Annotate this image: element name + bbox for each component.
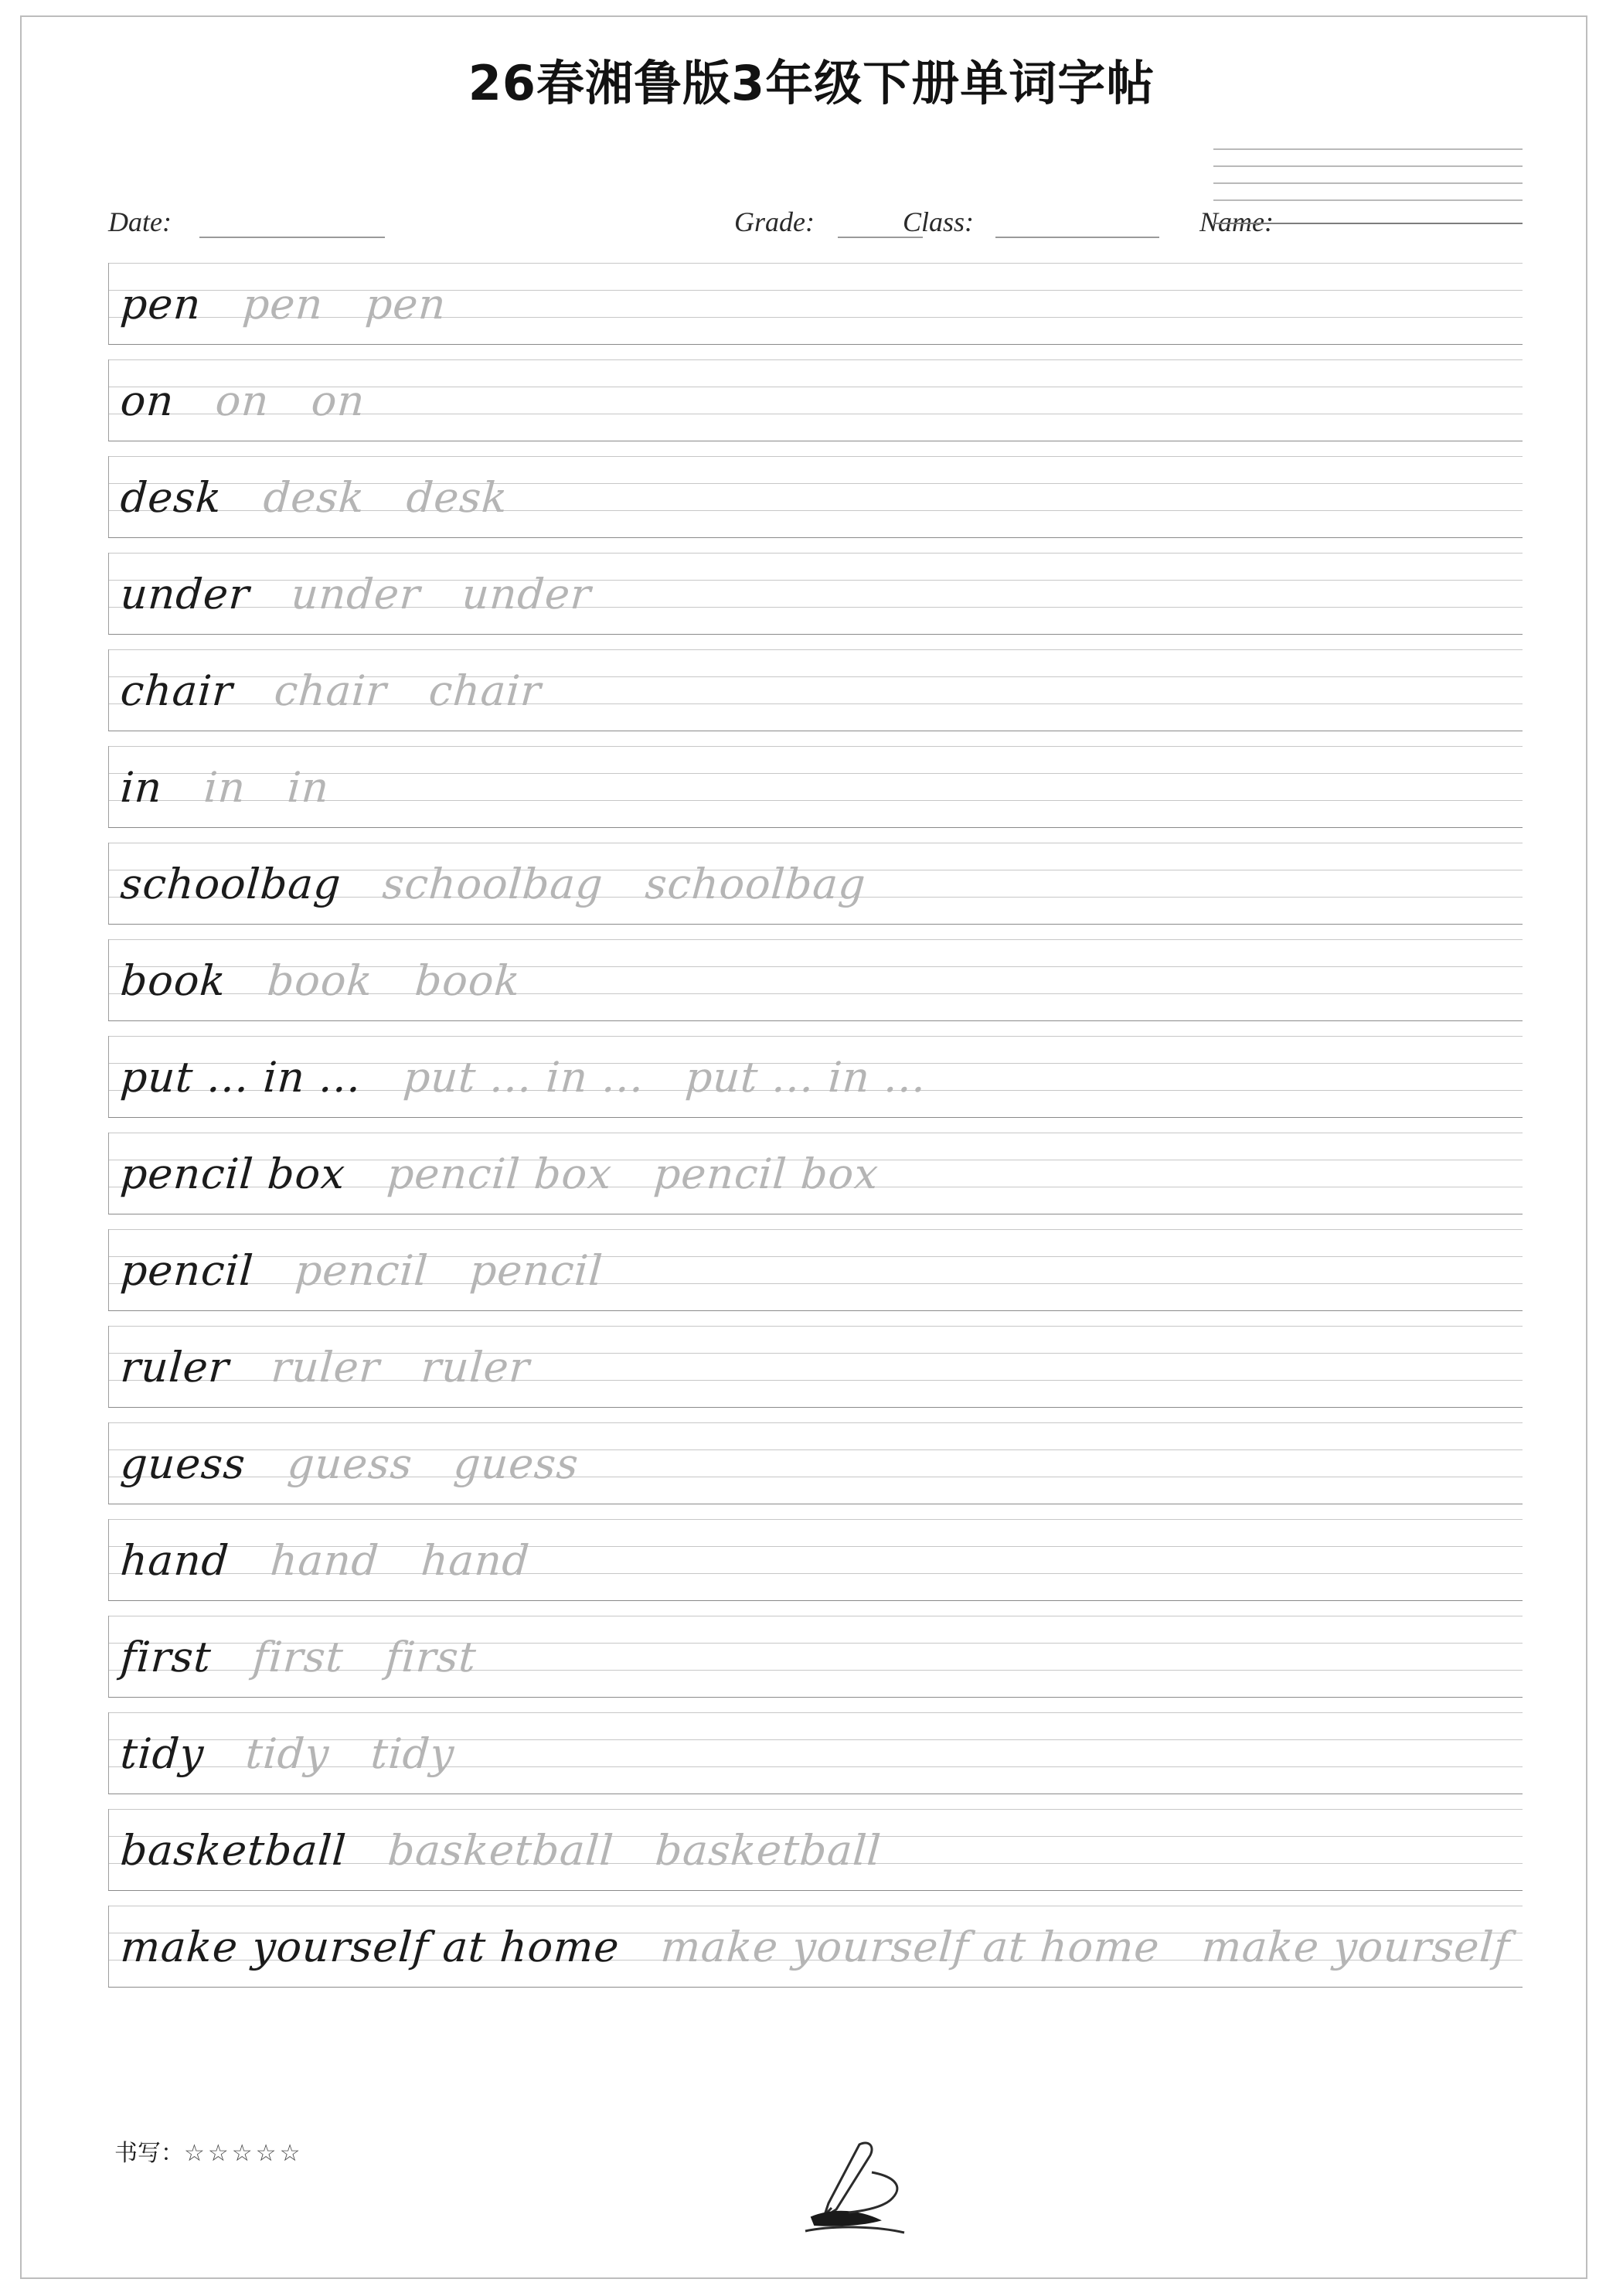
row-words [118,1619,478,1696]
practice-row[interactable] [108,1125,1523,1221]
word-trace: first [251,1633,346,1681]
word-trace: under [460,570,593,618]
practice-row[interactable] [108,1415,1523,1511]
star-rating: ☆☆☆☆☆ [184,2140,304,2167]
practice-row[interactable] [108,448,1523,545]
word-trace: first [383,1633,478,1681]
practice-row[interactable] [108,1608,1523,1705]
guide-line [108,1326,1523,1327]
line-start-tick [108,359,109,441]
line-start-tick [108,1712,109,1794]
class-input[interactable] [995,237,1159,238]
date-label: Date: [108,206,172,237]
practice-row[interactable] [108,255,1523,352]
guide-line [108,939,1523,940]
word-trace: hand [419,1536,532,1585]
guide-line [108,1036,1523,1037]
row-words [118,363,367,440]
word-trace: guess [285,1439,414,1488]
word-trace: book [266,956,375,1005]
line-start-tick [108,456,109,537]
practice-row[interactable] [108,1221,1523,1318]
word-trace: chair [427,666,543,715]
practice-row[interactable] [108,1028,1523,1125]
line-start-tick [108,746,109,827]
practice-row[interactable] [108,1318,1523,1415]
row-words [118,1232,605,1310]
row-words [118,459,510,537]
word-trace: ruler [269,1343,382,1392]
page-title: 26春湘鲁版3年级下册单词字帖 [468,55,1155,111]
word-model: put ... in ... [118,1053,363,1102]
word-trace: on [309,376,367,425]
line-start-tick [108,1809,109,1890]
word-model: basketball [118,1826,349,1875]
word-trace: basketball [654,1826,883,1875]
row-words [118,266,448,343]
row-words [118,652,543,730]
guide-line [108,1422,1523,1423]
guide-line [108,1987,1523,1988]
word-trace: make yourself at home [659,1923,1162,1971]
word-model: guess [118,1439,247,1488]
guide-line [108,553,1523,554]
guide-line [108,344,1523,345]
guide-line [108,537,1523,538]
word-trace: tidy [243,1729,332,1778]
word-model: tidy [118,1729,206,1778]
word-model: on [118,376,176,425]
handwriting-score [114,2134,303,2168]
word-model: pencil [118,1246,256,1295]
word-trace: pencil [293,1246,430,1295]
row-words [118,556,593,633]
word-trace: in [202,763,248,812]
word-model: pencil box [118,1150,348,1198]
grade-label: Grade: [734,206,815,237]
line-start-tick [108,553,109,634]
word-model: make yourself at home [118,1923,621,1971]
word-trace: pencil [468,1246,605,1295]
word-model: under [118,570,252,618]
guide-line [108,634,1523,635]
guide-line [108,456,1523,457]
guide-line [108,746,1523,747]
practice-row[interactable] [108,1801,1523,1898]
line-start-tick [108,843,109,924]
word-trace: desk [404,473,510,522]
row-words [118,942,522,1020]
word-trace: desk [261,473,367,522]
word-trace: pencil box [652,1150,880,1198]
practice-row[interactable] [108,1898,1523,1995]
practice-row[interactable] [108,1511,1523,1608]
line-start-tick [108,649,109,731]
row-words [118,1136,880,1213]
word-trace: basketball [386,1826,616,1875]
practice-row[interactable] [108,545,1523,642]
practice-row[interactable] [108,642,1523,738]
word-model: in [118,763,165,812]
practice-lines [108,255,1523,1995]
guide-line [108,1407,1523,1408]
guide-line [108,1712,1523,1713]
word-trace: under [289,570,423,618]
word-trace: pen [363,280,448,329]
word-model: schoolbag [118,860,343,908]
line-start-tick [108,1036,109,1117]
row-words [118,749,332,826]
word-model: first [118,1633,213,1681]
word-trace: in [285,763,332,812]
line-start-tick [108,1616,109,1697]
word-trace: pen [241,280,325,329]
word-trace: guess [452,1439,581,1488]
word-trace: book [413,956,522,1005]
practice-row[interactable] [108,352,1523,448]
word-model: hand [118,1536,231,1585]
word-model: pen [118,280,203,329]
word-trace: put ... in ... [684,1053,929,1102]
row-words [118,1039,929,1116]
row-words [118,1522,532,1599]
guide-line [108,1809,1523,1810]
header-meta [108,162,1523,255]
line-start-tick [108,1422,109,1504]
word-trace: schoolbag [381,860,605,908]
row-words [118,1909,1512,1986]
guide-line [108,1600,1523,1601]
line-start-tick [108,1326,109,1407]
class-label: Class: [903,206,975,237]
guide-line [108,1310,1523,1311]
guide-line [108,1229,1523,1230]
name-input[interactable] [1213,148,1523,226]
guide-line [108,649,1523,650]
word-trace: chair [273,666,389,715]
guide-line [108,924,1523,925]
line-start-tick [108,1133,109,1214]
line-start-tick [108,1229,109,1310]
practice-row[interactable] [108,1705,1523,1801]
line-start-tick [108,1519,109,1600]
line-start-tick [108,939,109,1020]
word-model: book [118,956,228,1005]
pen-illustration [788,2134,958,2250]
practice-row[interactable] [108,738,1523,835]
word-trace: schoolbag [643,860,868,908]
guide-line [108,1697,1523,1698]
word-trace: put ... in ... [401,1053,646,1102]
guide-line [108,1117,1523,1118]
word-trace: make yourself [1199,1923,1512,1971]
guide-line [108,1890,1523,1891]
word-model: desk [118,473,224,522]
line-start-tick [108,1906,109,1987]
word-trace: hand [269,1536,381,1585]
handwriting-score-label: 书写： [114,2140,184,2167]
guide-line [108,359,1523,360]
row-words [118,846,868,923]
word-trace: tidy [369,1729,457,1778]
line-start-tick [108,263,109,344]
row-words [118,1812,883,1889]
word-model: chair [118,666,235,715]
guide-line [108,827,1523,828]
date-input[interactable] [199,237,385,238]
row-words [118,1715,457,1793]
guide-line [108,1020,1523,1021]
word-trace: ruler [420,1343,532,1392]
practice-row[interactable] [108,835,1523,932]
practice-row[interactable] [108,932,1523,1028]
word-model: ruler [118,1343,231,1392]
word-trace: pencil box [385,1150,614,1198]
row-words [118,1426,581,1503]
name-label: Name: [1199,206,1274,237]
row-words [118,1329,532,1406]
guide-line [108,1519,1523,1520]
word-trace: on [214,376,271,425]
guide-line [108,263,1523,264]
